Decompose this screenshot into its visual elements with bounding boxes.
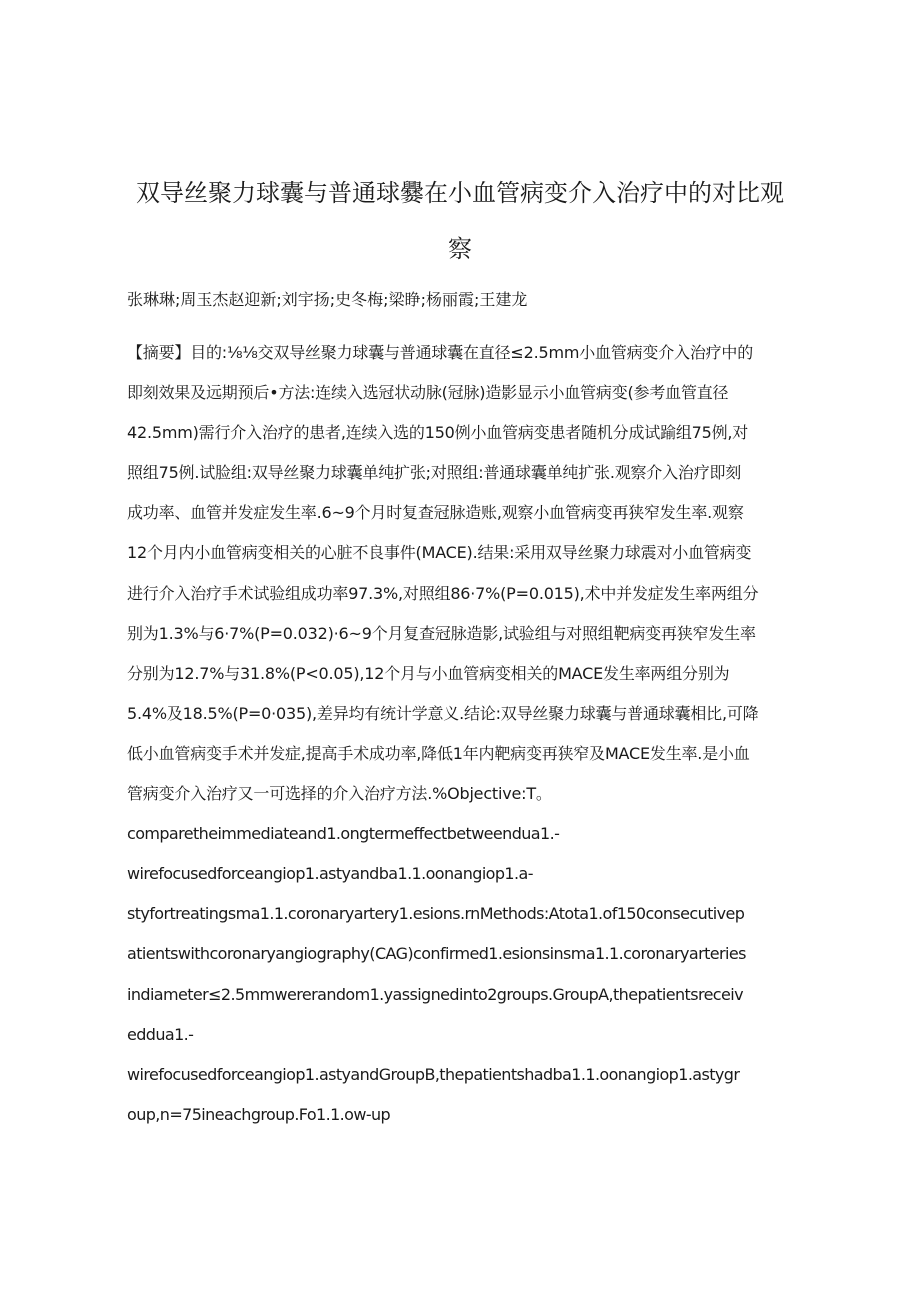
abstract-line: wirefocusedforceangiop1.astyandba1.1.oonangiop1.a-: [127, 864, 533, 884]
abstract-line: eddua1.-: [127, 1024, 194, 1044]
abstract-line: 即刻效果及远期预后•方法:连续入选冠状动脉(冠脉)造影显示小血管病变(参考血管直径: [127, 383, 729, 403]
abstract-line: wirefocusedforceangiop1.astyandGroupB,thepatientshadba1.1.oonangiop1.astygr: [127, 1064, 740, 1084]
abstract: [127, 341, 807, 1143]
abstract-line: 低小血管病变手术并发症,提高手术成功率,降低1年内靶病变再狭窄及MACE发生率.是小血: [127, 743, 750, 763]
title-line: 察: [448, 235, 472, 263]
abstract-line: oup,n=75ineachgroup.Fo1.1.ow-up: [127, 1104, 391, 1124]
abstract-line: indiameter≤2.5mmwererandom1.yassignedinto2groups.GroupA,thepatientsreceiv: [127, 984, 743, 1004]
title-line: 双导丝聚力球囊与普通球爨在小血管病变介入治疗中的对比观: [136, 179, 784, 207]
abstract-line: 照组75例.试脸组:双导丝聚力球囊单纯扩张;对照组:普通球囊单纯扩张.观察介入治疗即刻: [127, 463, 742, 483]
abstract-line: atientswithcoronaryangiography(CAG)confirmed1.esionsinsma1.1.coronaryarteries: [127, 944, 746, 964]
paper-title: [120, 165, 800, 277]
abstract-line: 分别为12.7%与31.8%(P<0.05),12个月与小血管病变相关的MACE发生率两组分别为: [127, 663, 730, 683]
abstract-line: comparetheimmediateand1.ongtermeffectbetweendua1.-: [127, 824, 560, 844]
abstract-line: 【摘要】目的:⅛⅛交双导丝聚力球囊与普通球囊在直径≤2.5mm小血管病变介入治疗中的: [127, 343, 754, 362]
abstract-line: 42.5mm)需行介入治疗的患者,连续入选的150例小血管病变患者随机分成试踰组75例,对: [127, 423, 749, 443]
abstract-line: 成功率、血管并发症发生率.6~9个月时复查冠脉造账,观察小血管病变再狭窄发生率.观察: [127, 503, 744, 523]
author-list: 张琳琳;周玉杰赵迎新;刘宇扬;史冬梅;梁睁;杨丽霞;王建龙: [127, 290, 528, 309]
abstract-line: 管病变介入治疗又一可选择的介入治疗方法.%Objective:T。: [127, 784, 552, 804]
abstract-line: styfortreatingsma1.1.coronaryartery1.esions.rnMethods:Atota1.of150consecutivep: [127, 904, 745, 924]
abstract-line: 别为1.3%与6·7%(P=0.032)·6~9个月复查冠脉造影,试验组与对照组靶病变再狭窄发生率: [127, 623, 756, 643]
abstract-line: 5.4%及18.5%(P=0·035),差异均有统计学意义.结论:双导丝聚力球囊与普通球囊相比,可降: [127, 703, 759, 723]
abstract-line: 进行介入治疗手术试验组成功率97.3%,对照组86·7%(P=0.015),术中并发症发生率两组分: [127, 583, 759, 603]
abstract-line: 12个月内小血管病变相关的心脏不良事件(MACE).结果:采用双导丝聚力球震对小血管病变: [127, 543, 752, 563]
